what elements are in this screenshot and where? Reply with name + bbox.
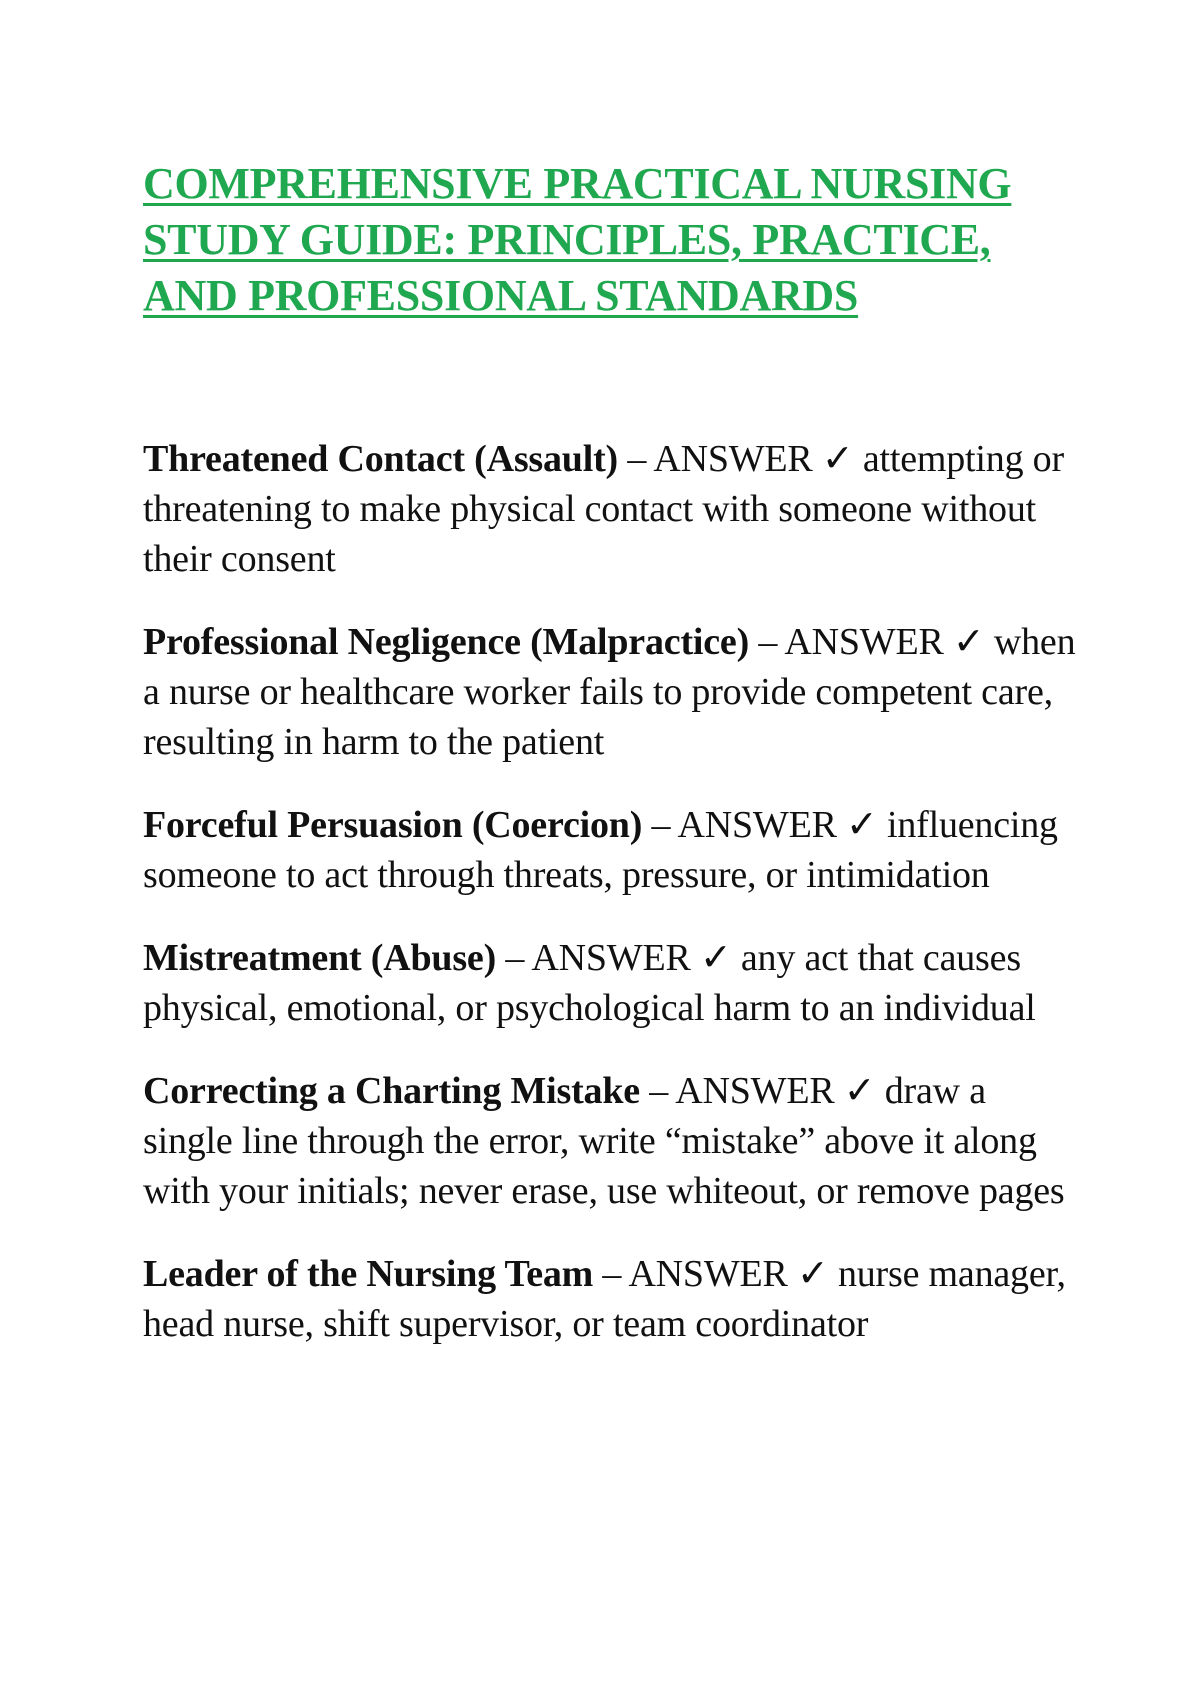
entry-term: Threatened Contact (Assault) — [143, 438, 619, 480]
check-mark-icon: ✓ — [797, 1253, 829, 1295]
entry-definition: influencing someone to act through threats, pressure, or intimidation — [143, 804, 1058, 896]
entry-item — [143, 933, 1083, 1033]
answer-label: ANSWER — [628, 1253, 788, 1295]
entry-separator: – — [642, 804, 678, 846]
check-mark-icon: ✓ — [843, 1070, 876, 1112]
entry-term: Correcting a Charting Mistake — [143, 1070, 640, 1112]
entry-term: Professional Negligence (Malpractice) — [143, 621, 750, 663]
entry-term: Mistreatment (Abuse) — [143, 937, 497, 979]
answer-label: ANSWER — [784, 621, 944, 663]
entry-item — [143, 434, 1083, 584]
check-mark-icon: ✓ — [952, 621, 985, 663]
entry-definition: attempting or threatening to make physical contact with someone without their consent — [143, 438, 1064, 580]
document-title: COMPREHENSIVE PRACTICAL NURSING STUDY GUIDE: PRINCIPLES, PRACTICE, AND PROFESSIONAL STANDARDS — [143, 159, 1012, 320]
entry-item — [143, 1066, 1083, 1216]
entry-separator: – — [496, 937, 532, 979]
entry-definition: nurse manager, head nurse, shift supervisor, or team coordinator — [143, 1253, 1066, 1345]
entry-item — [143, 800, 1083, 900]
entry-separator: – — [639, 1070, 676, 1112]
entry-separator: – — [749, 621, 785, 663]
entry-definition: when a nurse or healthcare worker fails to provide competent care, resulting in harm to the patient — [143, 621, 1076, 763]
entry-term: Forceful Persuasion (Coercion) — [143, 804, 643, 846]
check-mark-icon: ✓ — [821, 438, 854, 480]
entry-item — [143, 617, 1083, 767]
check-mark-icon: ✓ — [846, 804, 878, 846]
answer-label: ANSWER — [675, 1070, 835, 1112]
entry-separator: – — [593, 1253, 629, 1295]
entry-item — [143, 1249, 1083, 1349]
answer-label: ANSWER — [531, 937, 691, 979]
check-mark-icon: ✓ — [699, 937, 732, 979]
entry-list — [143, 434, 1083, 1382]
entry-definition: any act that causes physical, emotional, or psychological harm to an individual — [143, 937, 1036, 1029]
answer-label: ANSWER — [653, 438, 813, 480]
entry-term: Leader of the Nursing Team — [143, 1253, 594, 1295]
entry-separator: – — [618, 438, 654, 480]
entry-definition: draw a single line through the error, write “mistake” above it along with your initials; never erase, use whiteout, or remove pages — [143, 1070, 1065, 1212]
answer-label: ANSWER — [677, 804, 837, 846]
